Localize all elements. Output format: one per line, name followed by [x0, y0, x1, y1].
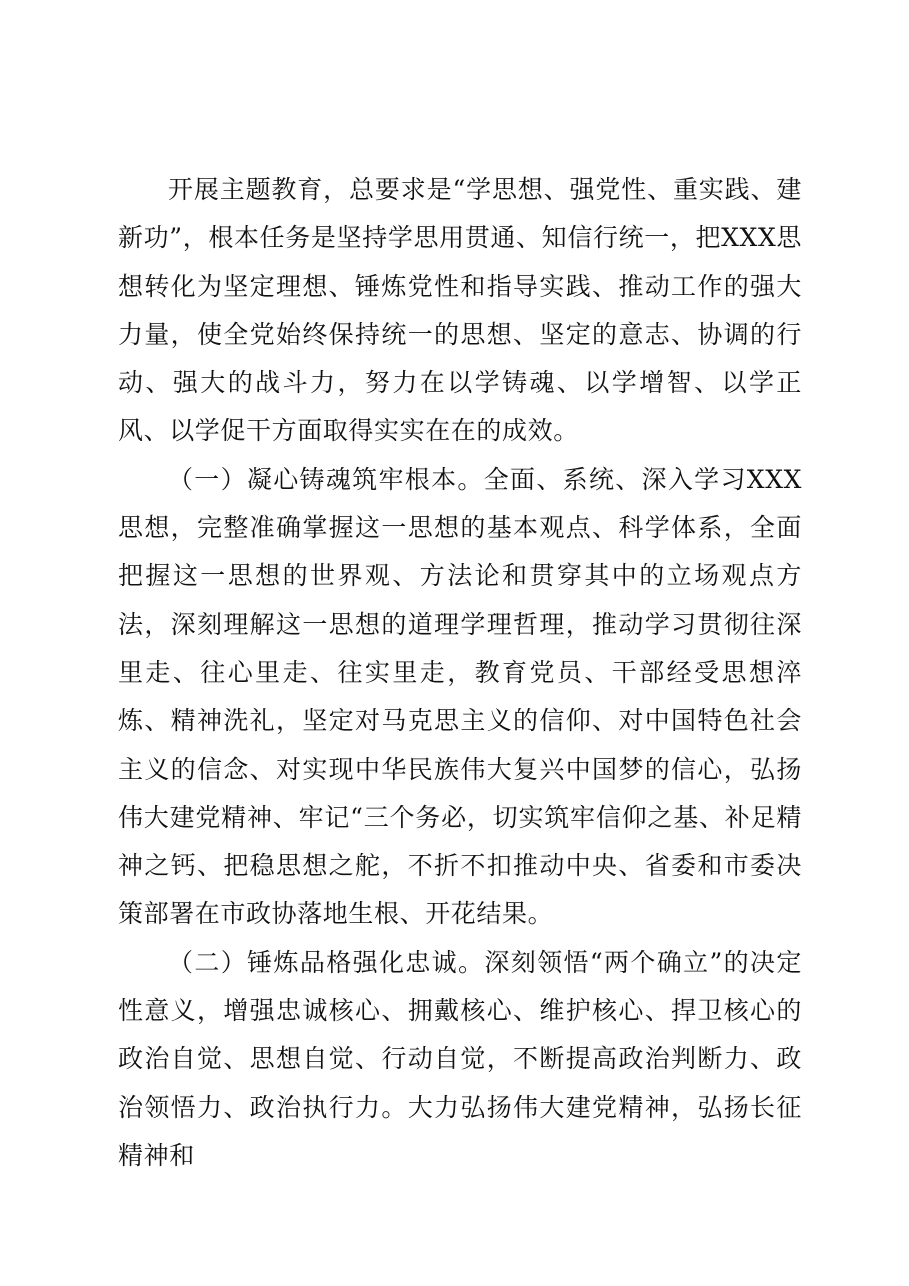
- document-body: [118, 166, 802, 1180]
- paragraph-intro: 开展主题教育，总要求是“学思想、强党性、重实践、建新功”，根本任务是坚持学思用贯通、知信行统一，把XXX思想转化为坚定理想、锤炼党性和指导实践、推动工作的强大力量，使全党始终保持统一的思想、坚定的意志、协调的行动、强大的战斗力，努力在以学铸魂、以学增智、以学正风、以学促干方面取得实实在在的成效。: [118, 175, 802, 446]
- paragraph-section-1: （一）凝心铸魂筑牢根本。全面、系统、深入学习XXX思想，完整准确掌握这一思想的基本观点、科学体系，全面把握这一思想的世界观、方法论和贯穿其中的立场观点方法，深刻理解这一思想的道理学理哲理，推动学习贯彻往深里走、往心里走、往实里走，教育党员、干部经受思想淬炼、精神洗礼，坚定对马克思主义的信仰、对中国特色社会主义的信念、对实现中华民族伟大复兴中国梦的信心，弘扬伟大建党精神、牢记“三个务必，切实筑牢信仰之基、补足精神之钙、把稳思想之舵，不折不扣推动中央、省委和市委决策部署在市政协落地生根、开花结果。: [118, 464, 802, 929]
- paragraph-section-2: （二）锤炼品格强化忠诚。深刻领悟“两个确立”的决定性意义，增强忠诚核心、拥戴核心、维护核心、捍卫核心的政治自觉、思想自觉、行动自觉，不断提高政治判断力、政治领悟力、政治执行力。大力弘扬伟大建党精神，弘扬长征精神和: [118, 947, 802, 1170]
